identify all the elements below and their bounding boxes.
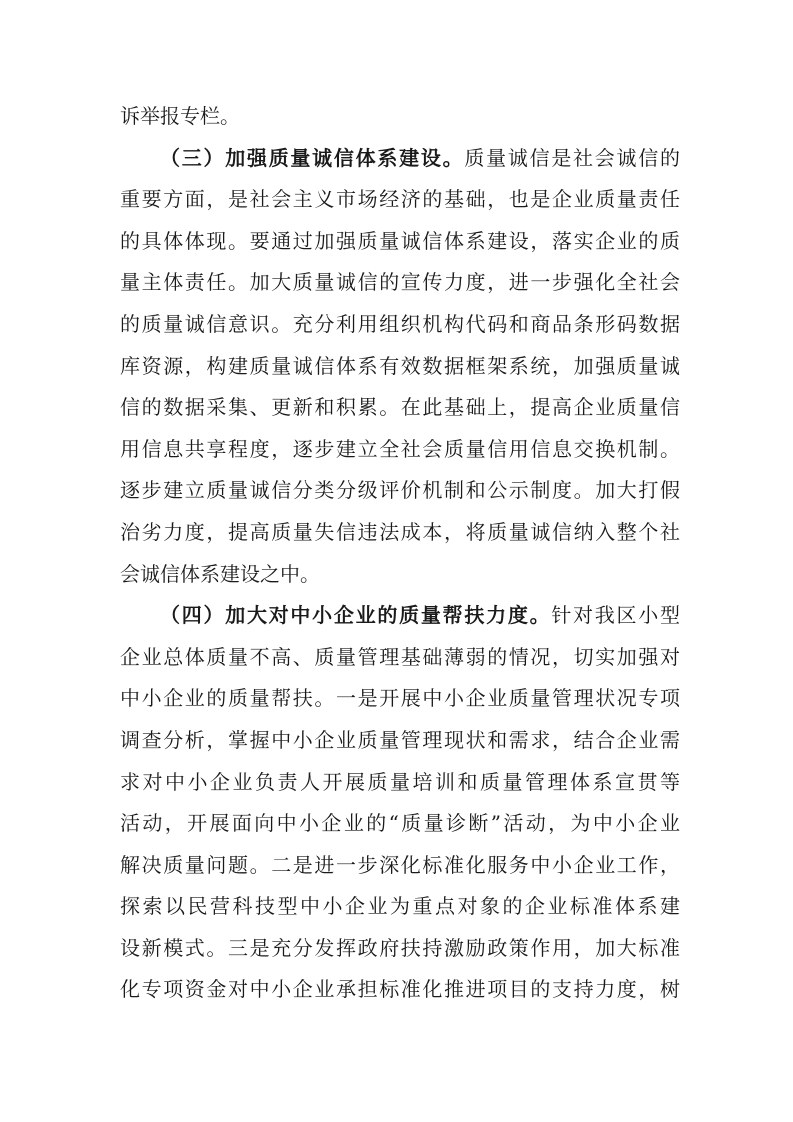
paragraph-line: 中小企业的质量帮扶。一是开展中小企业质量管理状况专项 bbox=[120, 686, 680, 711]
paragraph-line: 诉举报专栏。 bbox=[120, 104, 240, 128]
paragraph-line: 的具体体现。要通过加强质量诚信体系建设，落实企业的质 bbox=[120, 228, 680, 253]
paragraph-heading-line bbox=[120, 595, 680, 637]
paragraph-line: 活动，开展面向中小企业的“质量诊断”活动，为中小企业 bbox=[120, 811, 680, 836]
paragraph-heading-line bbox=[120, 138, 680, 180]
paragraph-line: 企业总体质量不高、质量管理基础薄弱的情况，切实加强对 bbox=[120, 644, 680, 669]
paragraph-line: 量主体责任。加大质量诚信的宣传力度，进一步强化全社会 bbox=[120, 270, 680, 295]
paragraph-line: 信的数据采集、更新和积累。在此基础上，提高企业质量信 bbox=[120, 395, 680, 420]
paragraph-text: 针对我区小型 bbox=[551, 603, 680, 628]
paragraph-line: 库资源，构建质量诚信体系有效数据框架系统，加强质量诚 bbox=[120, 353, 680, 378]
paragraph-line: 探索以民营科技型中小企业为重点对象的企业标准体系建 bbox=[120, 894, 680, 919]
section-heading: （三）加强质量诚信体系建设。 bbox=[160, 145, 465, 170]
section-heading: （四）加大对中小企业的质量帮扶力度。 bbox=[160, 603, 552, 628]
paragraph-line: 治劣力度，提高质量失信违法成本，将质量诚信纳入整个社 bbox=[120, 519, 680, 544]
paragraph-line: 解决质量问题。二是进一步深化标准化服务中小企业工作， bbox=[120, 852, 680, 877]
paragraph-line: 调查分析，掌握中小企业质量管理现状和需求，结合企业需 bbox=[120, 727, 680, 752]
document-body bbox=[120, 96, 680, 1011]
paragraph-line: 重要方面，是社会主义市场经济的基础，也是企业质量责任 bbox=[120, 187, 680, 212]
paragraph-line: 逐步建立质量诚信分类分级评价机制和公示制度。加大打假 bbox=[120, 478, 680, 503]
paragraph-text: 质量诚信是社会诚信的 bbox=[464, 145, 680, 170]
paragraph-line: 的质量诚信意识。充分利用组织机构代码和商品条形码数据 bbox=[120, 311, 680, 336]
paragraph-line: 用信息共享程度，逐步建立全社会质量信用信息交换机制。 bbox=[120, 436, 680, 461]
paragraph-line: 化专项资金对中小企业承担标准化推进项目的支持力度，树 bbox=[120, 977, 680, 1002]
paragraph-line: 设新模式。三是充分发挥政府扶持激励政策作用，加大标准 bbox=[120, 935, 680, 960]
paragraph-line: 求对中小企业负责人开展质量培训和质量管理体系宣贯等 bbox=[120, 769, 680, 794]
paragraph-line: 会诚信体系建设之中。 bbox=[120, 561, 320, 586]
